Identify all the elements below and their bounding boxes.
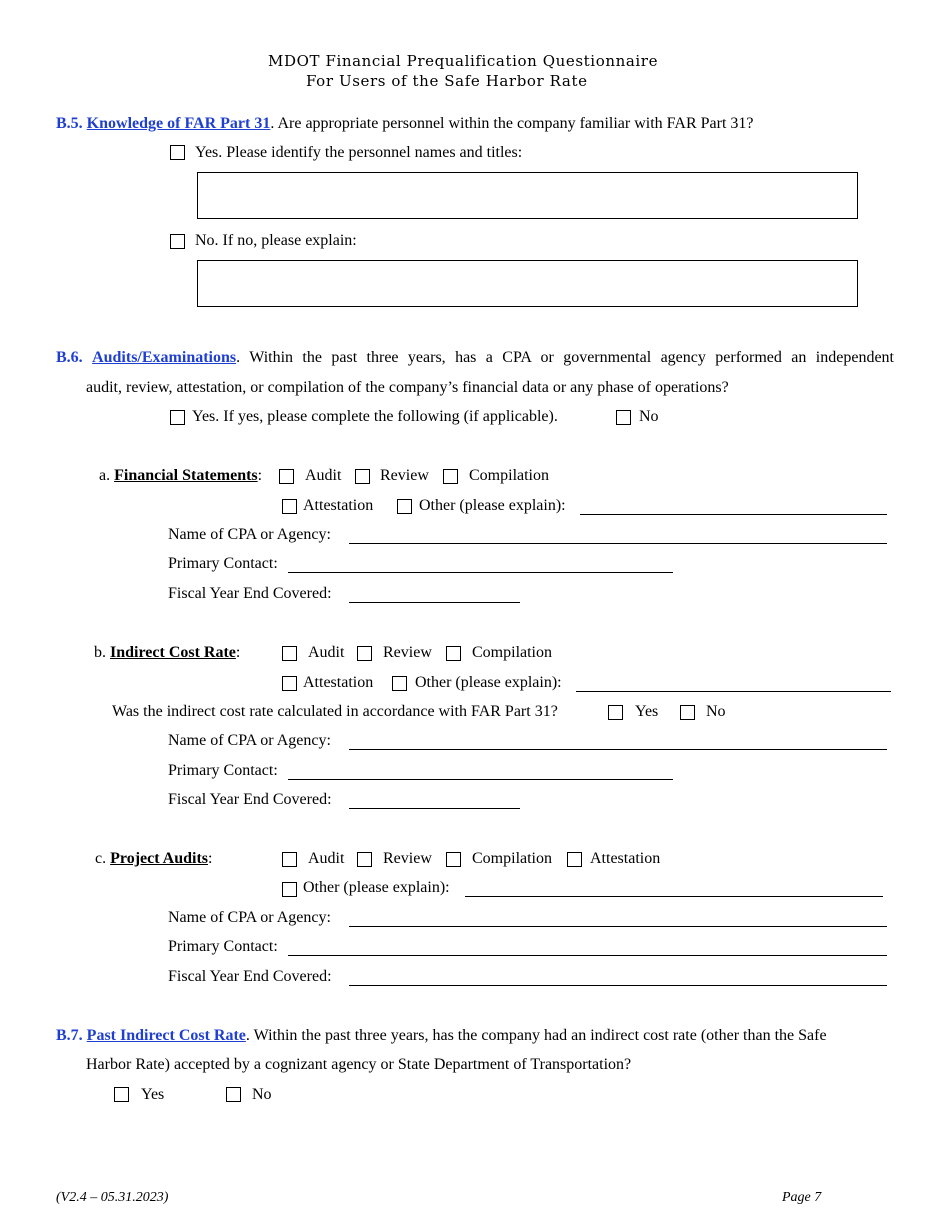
b7-yes-checkbox[interactable] bbox=[114, 1087, 129, 1102]
b6a-attestation-label: Attestation bbox=[303, 497, 374, 514]
b6c-prefix: c. bbox=[95, 850, 107, 867]
b5-question bbox=[56, 114, 753, 134]
b6b-audit-checkbox[interactable] bbox=[282, 646, 297, 661]
b5-explain-field[interactable] bbox=[197, 260, 858, 307]
b6c-fiscal-label: Fiscal Year End Covered: bbox=[168, 968, 332, 985]
b6c-review-checkbox[interactable] bbox=[357, 852, 372, 867]
b6b-far-question: Was the indirect cost rate calculated in accordance with FAR Part 31? bbox=[112, 703, 558, 720]
footer-page-number: Page 7 bbox=[782, 1190, 822, 1205]
b6c-contact-label: Primary Contact: bbox=[168, 938, 278, 955]
b6a-attestation-checkbox[interactable] bbox=[282, 499, 297, 514]
b6b-review-checkbox[interactable] bbox=[357, 646, 372, 661]
b6a-compilation-label: Compilation bbox=[469, 467, 549, 484]
b6b-fiscal-label: Fiscal Year End Covered: bbox=[168, 791, 332, 808]
b6-yes-checkbox[interactable] bbox=[170, 410, 185, 425]
b7-question-line1 bbox=[56, 1026, 827, 1046]
b6-number: B.6. bbox=[56, 349, 83, 366]
b6-no-checkbox[interactable] bbox=[616, 410, 631, 425]
b6b-review-label: Review bbox=[383, 644, 432, 661]
b6b-other-field[interactable] bbox=[576, 691, 891, 692]
b6a-contact-label: Primary Contact: bbox=[168, 555, 278, 572]
b6b-prefix: b. bbox=[94, 644, 106, 661]
b6b-name-label: Name of CPA or Agency: bbox=[168, 732, 331, 749]
b6c-colon: : bbox=[208, 850, 213, 867]
b6a-review-label: Review bbox=[380, 467, 429, 484]
b6c-compilation-checkbox[interactable] bbox=[446, 852, 461, 867]
b6c-compilation-label: Compilation bbox=[472, 850, 552, 867]
b6b-attestation-label: Attestation bbox=[303, 674, 374, 691]
b6b-contact-label: Primary Contact: bbox=[168, 762, 278, 779]
b6c-audit-checkbox[interactable] bbox=[282, 852, 297, 867]
b6b-name-field[interactable] bbox=[349, 749, 887, 750]
b6c-fiscal-field[interactable] bbox=[349, 985, 887, 986]
b6c-heading bbox=[95, 849, 212, 869]
b6-yes-label: Yes. If yes, please complete the following (if applicable). bbox=[192, 408, 558, 425]
b6b-title: Indirect Cost Rate bbox=[110, 644, 236, 661]
b6c-attestation-label: Attestation bbox=[590, 850, 661, 867]
b6a-prefix: a. bbox=[99, 467, 111, 484]
b7-no-checkbox[interactable] bbox=[226, 1087, 241, 1102]
b5-question-text: . Are appropriate personnel within the company familiar with FAR Part 31? bbox=[270, 115, 754, 132]
b7-question-text: . Within the past three years, has the company had an indirect cost rate (other than the Safe bbox=[245, 1027, 827, 1044]
b6b-other-label: Other (please explain): bbox=[415, 674, 562, 691]
b6b-audit-label: Audit bbox=[308, 644, 345, 661]
b6a-other-checkbox[interactable] bbox=[397, 499, 412, 514]
b6b-compilation-checkbox[interactable] bbox=[446, 646, 461, 661]
b6a-review-checkbox[interactable] bbox=[355, 469, 370, 484]
b6c-attestation-checkbox[interactable] bbox=[567, 852, 582, 867]
page-subtitle: For Users of the Safe Harbor Rate bbox=[306, 72, 588, 90]
b6c-review-label: Review bbox=[383, 850, 432, 867]
b6a-compilation-checkbox[interactable] bbox=[443, 469, 458, 484]
b6c-title: Project Audits bbox=[110, 850, 209, 867]
b7-no-label: No bbox=[252, 1086, 272, 1103]
b6a-other-label: Other (please explain): bbox=[419, 497, 566, 514]
b6-heading-link[interactable]: Audits/Examinations bbox=[92, 349, 237, 366]
b6a-fiscal-field[interactable] bbox=[349, 602, 520, 603]
b5-yes-checkbox[interactable] bbox=[170, 145, 185, 160]
b6-question-line1 bbox=[56, 348, 894, 368]
b6a-name-field[interactable] bbox=[349, 543, 887, 544]
b6-question-line2: audit, review, attestation, or compilation of the company’s financial data or any phase of operations? bbox=[86, 379, 729, 396]
b5-number: B.5. bbox=[56, 115, 83, 132]
b6c-name-field[interactable] bbox=[349, 926, 887, 927]
b6b-far-no-checkbox[interactable] bbox=[680, 705, 695, 720]
b7-heading-link[interactable]: Past Indirect Cost Rate bbox=[86, 1027, 246, 1044]
b6b-far-yes-label: Yes bbox=[635, 703, 659, 720]
b6b-far-no-label: No bbox=[706, 703, 726, 720]
b6b-other-checkbox[interactable] bbox=[392, 676, 407, 691]
b6b-contact-field[interactable] bbox=[288, 779, 673, 780]
b5-yes-label: Yes. Please identify the personnel names and titles: bbox=[195, 144, 523, 161]
b7-number: B.7. bbox=[56, 1027, 83, 1044]
b6b-far-yes-checkbox[interactable] bbox=[608, 705, 623, 720]
b6b-compilation-label: Compilation bbox=[472, 644, 552, 661]
footer-version: (V2.4 – 05.31.2023) bbox=[56, 1190, 169, 1205]
page-title: MDOT Financial Prequalification Questionnaire bbox=[268, 52, 659, 70]
b6a-title: Financial Statements bbox=[114, 467, 258, 484]
b6b-fiscal-field[interactable] bbox=[349, 808, 520, 809]
b5-personnel-field[interactable] bbox=[197, 172, 858, 219]
b6c-name-label: Name of CPA or Agency: bbox=[168, 909, 331, 926]
b6c-other-label: Other (please explain): bbox=[303, 879, 450, 896]
b7-question-line2: Harbor Rate) accepted by a cognizant agency or State Department of Transportation? bbox=[86, 1056, 632, 1073]
b5-no-checkbox[interactable] bbox=[170, 234, 185, 249]
b6-no-label: No bbox=[639, 408, 659, 425]
b6a-heading bbox=[99, 466, 262, 486]
b6a-name-label: Name of CPA or Agency: bbox=[168, 526, 331, 543]
b6c-other-field[interactable] bbox=[465, 896, 883, 897]
b6b-heading bbox=[94, 643, 240, 663]
b6c-audit-label: Audit bbox=[308, 850, 345, 867]
b6a-fiscal-label: Fiscal Year End Covered: bbox=[168, 585, 332, 602]
b6b-attestation-checkbox[interactable] bbox=[282, 676, 297, 691]
b6a-contact-field[interactable] bbox=[288, 572, 673, 573]
b6a-other-field[interactable] bbox=[580, 514, 887, 515]
b6c-contact-field[interactable] bbox=[288, 955, 887, 956]
b5-no-label: No. If no, please explain: bbox=[195, 232, 357, 249]
b6b-colon: : bbox=[235, 644, 241, 661]
b6c-other-checkbox[interactable] bbox=[282, 882, 297, 897]
b6a-colon: : bbox=[257, 467, 263, 484]
b7-yes-label: Yes bbox=[141, 1086, 165, 1103]
b6a-audit-label: Audit bbox=[305, 467, 342, 484]
b5-heading-link[interactable]: Knowledge of FAR Part 31 bbox=[86, 115, 271, 132]
b6-question-text: . Within the past three years, has a CPA or governmental agency performed an independent bbox=[236, 349, 895, 366]
b6a-audit-checkbox[interactable] bbox=[279, 469, 294, 484]
